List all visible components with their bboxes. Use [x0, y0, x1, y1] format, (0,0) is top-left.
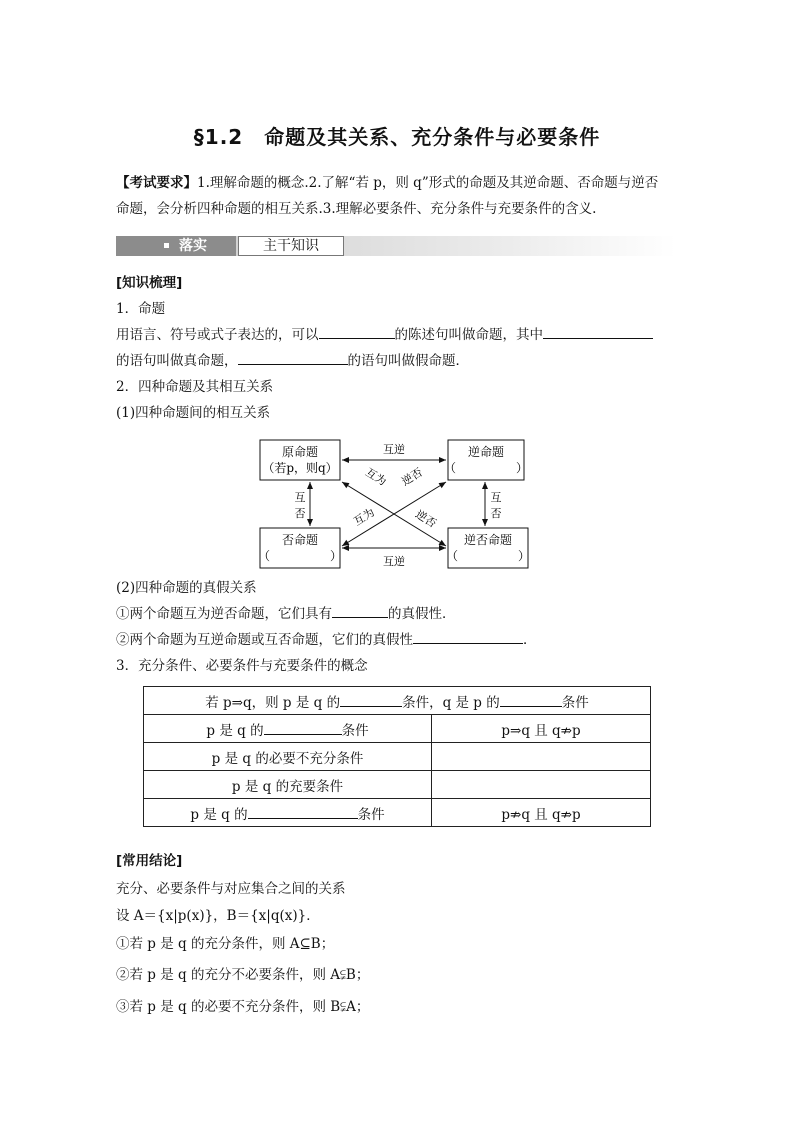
label-inverse-sub: （ ） — [257, 549, 343, 563]
label-contrapositive-sub: （ ） — [445, 549, 531, 563]
label-contrapositive: 逆否命题 — [463, 533, 513, 547]
truth-relations — [116, 575, 681, 679]
label-converse-sub: （ ） — [443, 461, 529, 475]
exam-requirements — [116, 170, 681, 222]
label-diag-a: 互为 — [363, 465, 389, 489]
cell-necessary-not-sufficient: p 是 q 的必要不充分条件 — [144, 743, 432, 771]
s3-title: 3．充分条件、必要条件与充要条件的概念 — [116, 658, 368, 674]
knowledge-section — [116, 270, 681, 426]
label-converse: 逆命题 — [467, 445, 505, 459]
s1-line2: 的语句叫做真命题， 的语句叫做假命题． — [116, 348, 681, 374]
exam-req-line1: 1.理解命题的概念.2.了解“若 p，则 q”形式的命题及其逆命题、否命题与逆否 — [197, 175, 659, 191]
table-row: p 是 q 的 条件 p⇏q 且 q⇏p — [144, 799, 651, 827]
label-diag-b: 逆否 — [399, 465, 425, 489]
common-line2: 设 A＝{x|p(x)}，B＝{x|q(x)}． — [116, 908, 320, 924]
s2-title: 2．四种命题及其相互关系 — [116, 379, 274, 395]
knowledge-heading: [知识梳理] — [116, 275, 183, 291]
exam-req-tag: 【考试要求】 — [116, 175, 197, 191]
common-line4: ②若 p 是 q 的充分不必要条件，则 A⫋B； — [116, 967, 370, 983]
label-original: 原命题 — [281, 445, 319, 459]
common-conclusions — [116, 848, 681, 1021]
four-propositions-diagram — [250, 430, 540, 572]
common-heading: [常用结论] — [116, 853, 183, 869]
label-diag-d: 逆否 — [413, 507, 439, 531]
conditions-table — [143, 686, 651, 827]
common-line1: 充分、必要条件与对应集合之间的关系 — [116, 880, 346, 897]
banner-tab-luoshi: 落实 — [116, 236, 236, 256]
table-row — [144, 743, 651, 771]
label-right-b: 否 — [490, 507, 502, 520]
truth-rule-2: ②两个命题为互逆命题或互否命题，它们的真假性 ． — [116, 627, 681, 653]
exam-req-line2: 命题，会分析四种命题的相互关系.3.理解必要条件、充分条件与充要条件的含义. — [116, 201, 597, 217]
s1-line1: 用语言、符号或式子表达的，可以 的陈述句叫做命题，其中 — [116, 322, 681, 348]
label-bottom-converse: 互逆 — [383, 555, 405, 568]
common-line5: ③若 p 是 q 的必要不充分条件，则 B⫋A； — [116, 998, 370, 1015]
page-title: §1.2 命题及其关系、充分条件与必要条件 — [193, 125, 601, 149]
s1-title: 1．命题 — [116, 301, 166, 317]
s2-sub2: (2)四种命题的真假关系 — [116, 580, 257, 596]
cell-necessary-and-sufficient: p 是 q 的充要条件 — [144, 771, 432, 799]
label-top-converse: 互逆 — [383, 443, 405, 456]
s2-sub1: (1)四种命题间的相互关系 — [116, 405, 271, 421]
label-original-sub: （若p，则q） — [262, 461, 338, 475]
cell-sufficient-not-necessary: p⇒q 且 q⇏p — [432, 715, 651, 743]
truth-rule-1: ①两个命题互为逆否命题，它们具有 的真假性． — [116, 601, 681, 627]
label-right-a: 互 — [490, 491, 502, 504]
banner-tab-main-knowledge: 主干知识 — [238, 236, 344, 256]
label-left-a: 互 — [294, 491, 306, 504]
label-diag-c: 互为 — [351, 505, 377, 529]
table-row: 若 p⇒q，则 p 是 q 的 条件，q 是 p 的 条件 — [144, 687, 651, 715]
label-inverse: 否命题 — [281, 533, 319, 547]
label-left-b: 否 — [294, 507, 306, 520]
table-row — [144, 771, 651, 799]
section-banner — [116, 236, 676, 256]
common-line3: ①若 p 是 q 的充分条件，则 A⊆B； — [116, 935, 335, 952]
table-row: p 是 q 的 条件 p⇒q 且 q⇏p — [144, 715, 651, 743]
cell-neither: p⇏q 且 q⇏p — [432, 799, 651, 827]
